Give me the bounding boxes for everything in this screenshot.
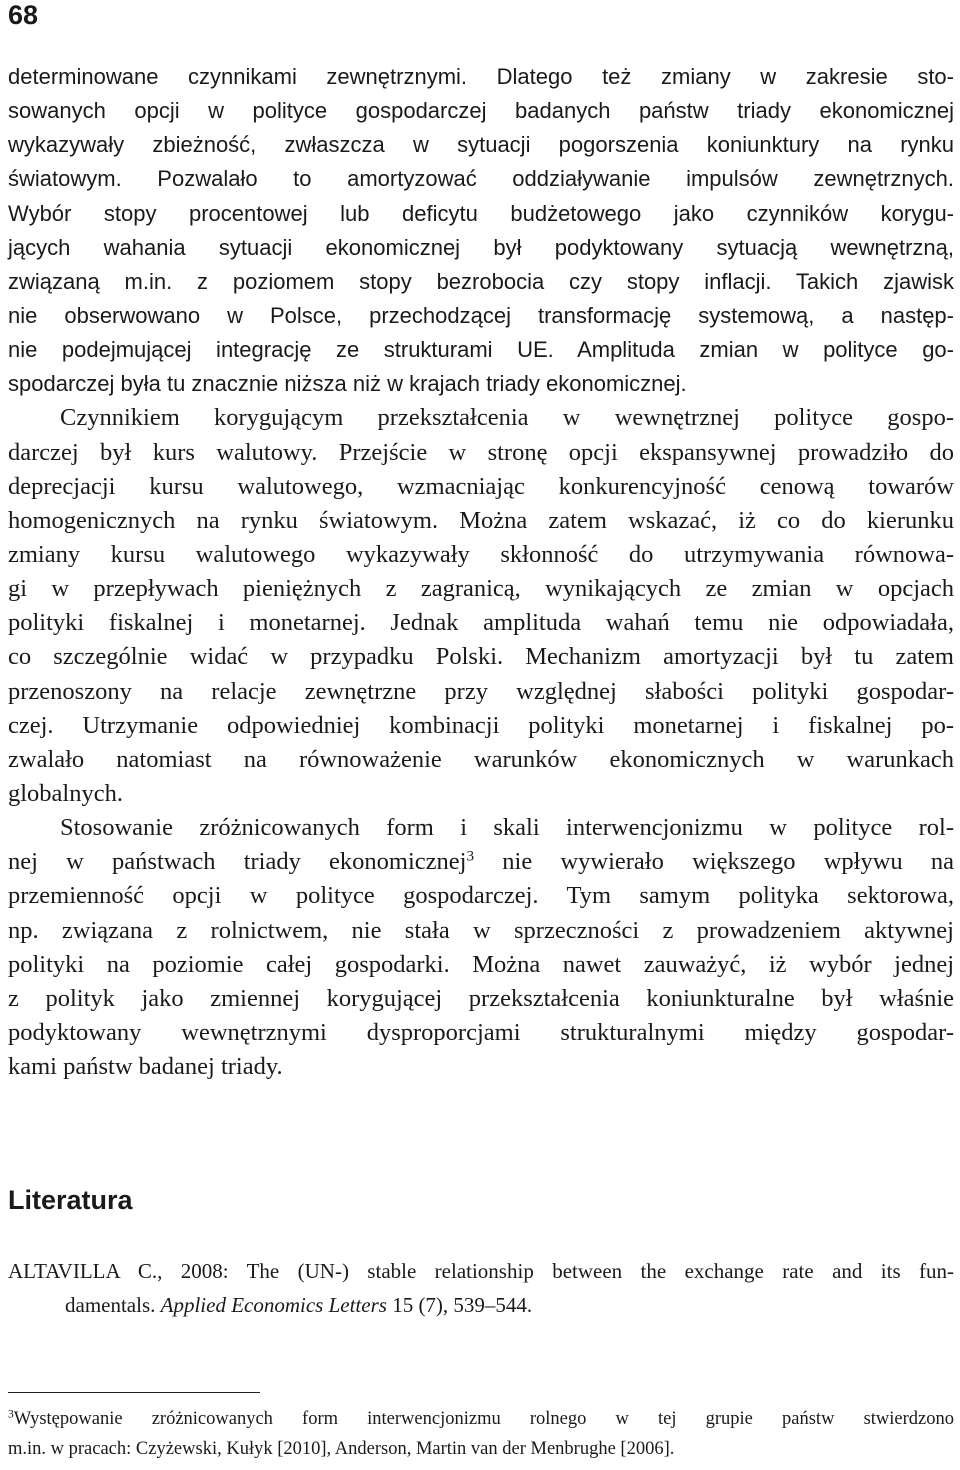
body-line: gi w przepływach pieniężnych z zagranicą, wynikających ze zmian w opcjach: [8, 575, 954, 603]
body-line: zmiany kursu walutowego wykazywały skłonność do utrzymywania równowa-: [8, 540, 954, 568]
body-line: wykazywały zbieżność, zwłaszcza w sytuacji pogorszenia koniunktury na rynku: [8, 132, 954, 158]
body-text-segment: nej w państwach triady ekonomicznej: [8, 848, 467, 876]
footnote-reference-marker: 3: [466, 847, 475, 865]
body-line: światowym. Pozwalało to amortyzować oddziaływanie impulsów zewnętrznych.: [8, 166, 954, 192]
body-line: kami państw badanej triady.: [8, 1053, 283, 1081]
reference-entry: [8, 1254, 954, 1322]
body-line: co szczególnie widać w przypadku Polski. Mechanizm amortyzacji był tu zatem: [8, 643, 954, 671]
body-line: nie obserwowano w Polsce, przechodzącej transformację systemową, a następ-: [8, 302, 954, 328]
body-line: deprecjacji kursu walutowego, wzmacniając konkurencyjność cenową towarów: [8, 472, 954, 500]
body-line: przemienność opcji w polityce gospodarczej. Tym samym polityka sektorowa,: [8, 882, 954, 910]
body-line: sowanych opcji w polityce gospodarczej badanych państw triady ekonomicznej: [8, 98, 954, 124]
body-line: z polityk jako zmiennej korygującej przekształcenia koniunkturalne był właśnie: [8, 984, 954, 1012]
reference-text: 15 (7), 539–544.: [386, 1293, 533, 1317]
footnote-rule: [8, 1392, 260, 1393]
body-line: darczej był kurs walutowy. Przejście w stronę opcji ekspansywnej prowadziło do: [8, 438, 954, 466]
footnote-text: Występowanie zróżnicowanych form interwencjonizmu rolnego w tej grupie państw stwierdzono: [13, 1409, 954, 1429]
body-line: [8, 845, 954, 879]
body-line: Wybór stopy procentowej lub deficytu budżetowego jako czynników korygu-: [8, 200, 954, 226]
body-line: Stosowanie zróżnicowanych form i skali interwencjonizmu w polityce rol-: [60, 814, 954, 842]
reference-text: damentals.: [65, 1293, 161, 1317]
body-line: zwalało natomiast na równoważenie warunków ekonomicznych w warunkach: [8, 745, 954, 773]
body-line: związaną m.in. z poziomem stopy bezrobocia czy stopy inflacji. Takich zjawisk: [8, 268, 954, 294]
body-text-segment: nie wywierało większego wpływu na: [474, 848, 954, 876]
body-line: globalnych.: [8, 779, 123, 807]
body-line: polityki na poziomie całej gospodarki. Można nawet zauważyć, iż wybór jednej: [8, 950, 954, 978]
reference-line: [8, 1288, 954, 1322]
footnote-line: m.in. w pracach: Czyżewski, Kułyk [2010], Anderson, Martin van der Menbrughe [2006].: [8, 1439, 675, 1459]
journal-title: Applied Economics Letters: [160, 1293, 387, 1317]
footnote: [8, 1404, 954, 1464]
body-line: polityki fiskalnej i monetarnej. Jednak amplituda wahań temu nie odpowiadała,: [8, 609, 954, 637]
footnote-marker: 3: [8, 1408, 14, 1421]
footnote-line: [8, 1404, 954, 1434]
body-line: np. związana z rolnictwem, nie stała w sprzeczności z prowadzeniem aktywnej: [8, 916, 954, 944]
body-line: podyktowany wewnętrznymi dysproporcjami strukturalnymi między gospodar-: [8, 1018, 954, 1046]
body-line: nie podejmującej integrację ze strukturami UE. Amplituda zmian w polityce go-: [8, 337, 954, 363]
body-line: determinowane czynnikami zewnętrznymi. Dlatego też zmiany w zakresie sto-: [8, 64, 954, 89]
body-line: spodarczej była tu znacznie niższa niż w krajach triady ekonomicznej.: [8, 371, 687, 397]
body-line: jących wahania sytuacji ekonomicznej był podyktowany sytuacją wewnętrzną,: [8, 234, 954, 260]
body-line: przenoszony na relacje zewnętrzne przy względnej słabości polityki gospodar-: [8, 677, 954, 705]
page-number: 68: [8, 0, 39, 30]
section-heading: Literatura: [8, 1185, 133, 1215]
body-line: czej. Utrzymanie odpowiedniej kombinacji polityki monetarnej i fiskalnej po-: [8, 711, 954, 739]
body-line: homogenicznych na rynku światowym. Można zatem wskazać, iż co do kierunku: [8, 506, 954, 534]
body-line: Czynnikiem korygującym przekształcenia w wewnętrznej polityce gospo-: [60, 404, 954, 432]
reference-line: ALTAVILLA C., 2008: The (UN-) stable relationship between the exchange rate and its fun-: [8, 1259, 954, 1283]
body-text: [8, 60, 954, 1084]
